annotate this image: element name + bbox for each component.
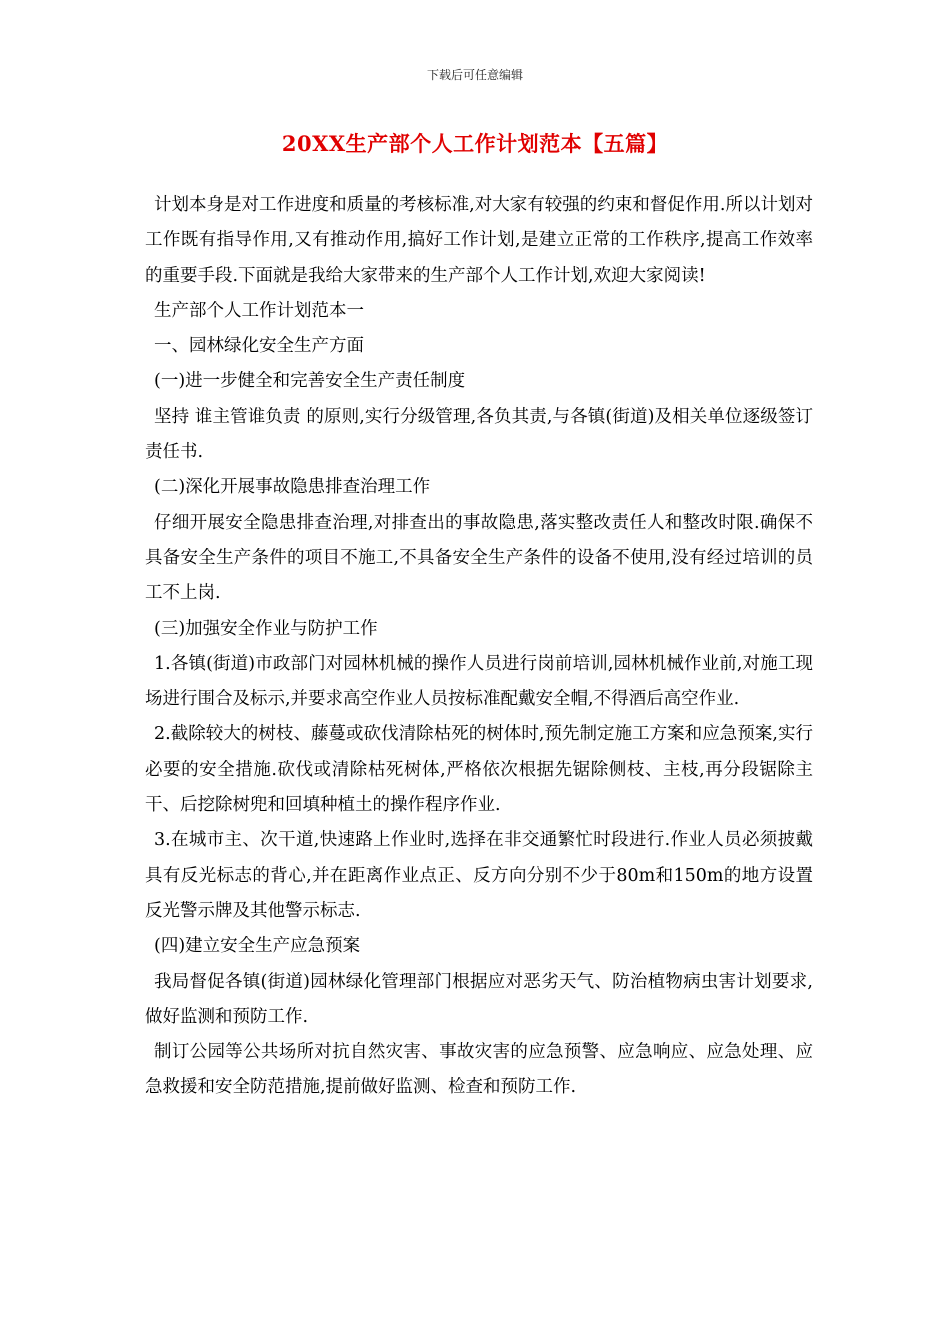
document-body — [145, 188, 813, 1106]
list-item-3: 3.在城市主、次干道,快速路上作业时,选择在非交通繁忙时段进行.作业人员必须披戴具有反光标志的背心,并在距离作业点正、反方向分别不少于80m和150m的地方设置反光警示牌及其他警示标志. — [145, 830, 813, 921]
list-item-2: 2.截除较大的树枝、藤蔓或砍伐清除枯死的树体时,预先制定施工方案和应急预案,实行必要的安全措施.砍伐或清除枯死树体,严格依次根据先锯除侧枝、主枝,再分段锯除主干、后挖除树兜和回填种植土的操作程序作业. — [145, 724, 813, 816]
section-heading-landscaping-safety: 一、园林绿化安全生产方面 — [154, 336, 364, 357]
subheading-responsibility-system: (一)进一步健全和完善安全生产责任制度 — [154, 371, 466, 392]
intro-paragraph: 计划本身是对工作进度和质量的考核标准,对大家有较强的约束和督促作用.所以计划对工作既有指导作用,又有推动作用,搞好工作计划,是建立正常的工作秩序,提高工作效率的重要手段.下面就是我给大家带来的生产部个人工作计划,欢迎大家阅读! — [145, 195, 813, 286]
list-item-1: 1.各镇(街道)市政部门对园林机械的操作人员进行岗前培训,园林机械作业前,对施工现场进行围合及标示,并要求高空作业人员按标准配戴安全帽,不得酒后高空作业. — [145, 653, 813, 710]
paragraph-emergency-measures: 制订公园等公共场所对抗自然灾害、事故灾害的应急预警、应急响应、应急处理、应急救援和安全防范措施,提前做好监测、检查和预防工作. — [145, 1042, 813, 1098]
paragraph-responsibility: 坚持 谁主管谁负责 的原则,实行分级管理,各负其责,与各镇(街道)及相关单位逐级签订责任书. — [145, 406, 813, 463]
subheading-emergency-plan: (四)建立安全生产应急预案 — [154, 936, 361, 957]
section-heading-sample-one: 生产部个人工作计划范本一 — [154, 300, 364, 321]
subheading-hazard-inspection: (二)深化开展事故隐患排查治理工作 — [154, 477, 431, 498]
paragraph-monitoring: 我局督促各镇(街道)园林绿化管理部门根据应对恶劣天气、防治植物病虫害计划要求,做好监测和预防工作. — [145, 971, 813, 1027]
header-note: 下载后可任意编辑 — [426, 68, 523, 82]
paragraph-hazard-inspection: 仔细开展安全隐患排查治理,对排查出的事故隐患,落实整改责任人和整改时限.确保不具备安全生产条件的项目不施工,不具备安全生产条件的设备不使用,没有经过培训的员工不上岗. — [145, 512, 813, 604]
document-title: 20XX生产部个人工作计划范本【五篇】 — [281, 131, 669, 156]
subheading-safety-protection: (三)加强安全作业与防护工作 — [154, 618, 378, 639]
